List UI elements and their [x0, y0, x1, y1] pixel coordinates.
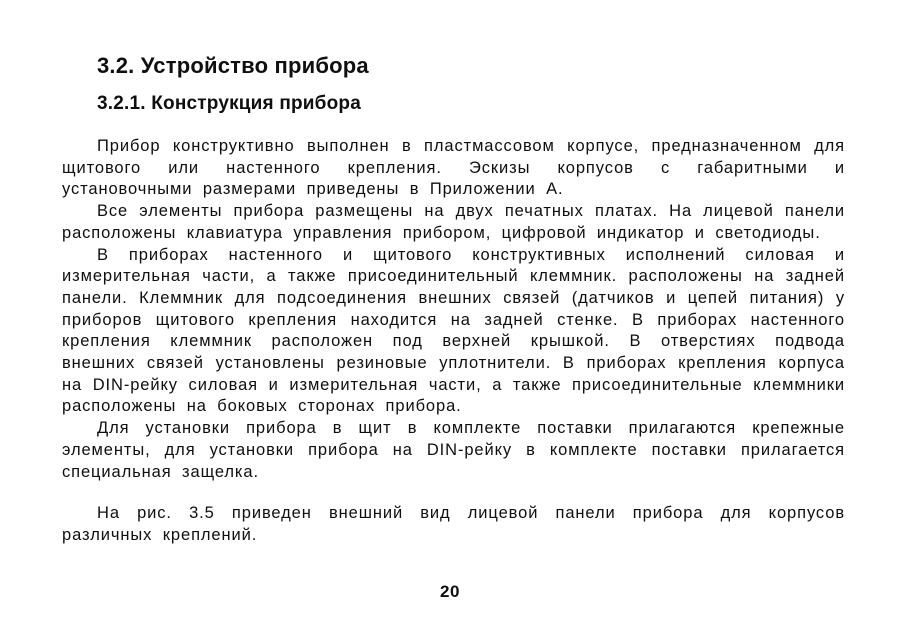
page-number: 20 [440, 582, 460, 601]
paragraph-circuit-boards: Все элементы прибора размещены на двух печатных платах. На лицевой панели расположены клавиатура управления прибором, цифровой индикатор и светодиоды. [62, 202, 845, 242]
section-heading: 3.2. Устройство прибора [97, 53, 369, 78]
body-text [62, 136, 845, 547]
paragraph-mounting-kit: Для установки прибора в щит в комплекте поставки прилагаются крепежные элементы, для установки прибора на DIN-рейку в комплекте поставки прилагается специальная защелка. [62, 419, 845, 481]
paragraph-construction-case: Прибор конструктивно выполнен в пластмассовом корпусе, предназначенном для щитового или настенного крепления. Эскизы корпусов с габаритными и установочными размерами приведены в Приложении А. [62, 137, 845, 199]
paragraph-terminal-blocks: В приборах настенного и щитового конструктивных исполнений силовая и измерительная части, а также присоединительный клеммник. расположены на задней панели. Клеммник для подсоединения внешних связей (датчиков и цепей питания) у приборов щитового крепления находится на задней стенке. В приборах настенного крепления клеммник расположен под верхней крышкой. В отверстиях подвода внешних связей установлены резиновые уплотнители. В приборах крепления корпуса на DIN-рейку силовая и измерительная части, а также присоединительные клеммники расположены на боковых сторонах прибора. [62, 245, 845, 416]
paragraph-figure-reference: На рис. 3.5 приведен внешний вид лицевой панели прибора для корпусов различных креплений. [62, 504, 845, 544]
subsection-heading: 3.2.1. Конструкция прибора [97, 93, 362, 114]
page-content [62, 0, 845, 547]
